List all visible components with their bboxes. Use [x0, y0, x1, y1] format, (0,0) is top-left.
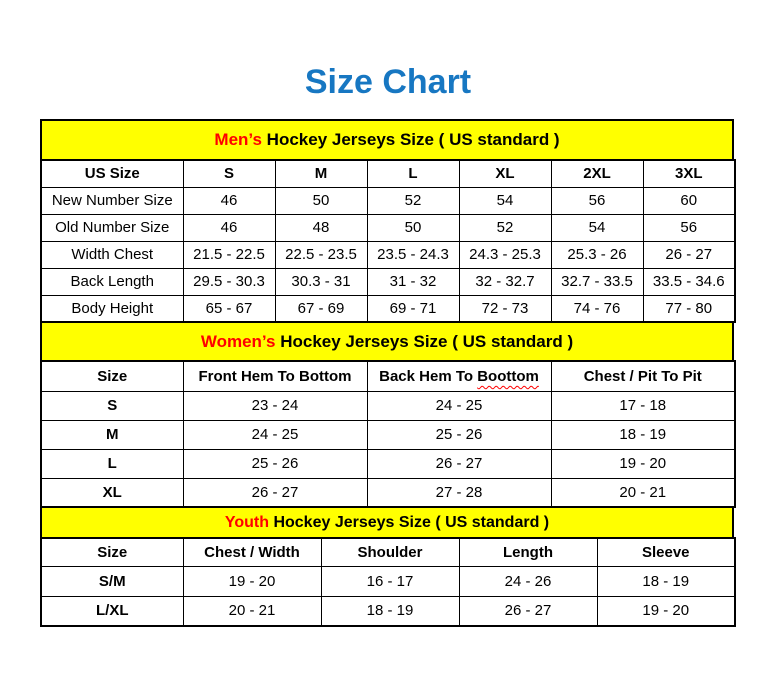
table-cell: 32.7 - 33.5 — [551, 268, 643, 295]
table-cell: 31 - 32 — [367, 268, 459, 295]
column-header: S — [183, 160, 275, 187]
row-header: XL — [41, 478, 183, 507]
table-cell: 21.5 - 22.5 — [183, 241, 275, 268]
table-cell: 24 - 25 — [183, 420, 367, 449]
table-cell: 48 — [275, 214, 367, 241]
table-cell: 30.3 - 31 — [275, 268, 367, 295]
row-header: S/M — [41, 566, 183, 596]
table-row — [41, 420, 735, 449]
table-cell: 46 — [183, 187, 275, 214]
size-table — [40, 537, 736, 627]
table-row — [41, 268, 735, 295]
table-cell: 65 - 67 — [183, 295, 275, 322]
table-cell: 69 - 71 — [367, 295, 459, 322]
table-cell: 50 — [367, 214, 459, 241]
table-cell: 50 — [275, 187, 367, 214]
column-header: Size — [41, 361, 183, 391]
size-section-womens — [40, 323, 734, 508]
table-row — [41, 449, 735, 478]
table-cell: 26 - 27 — [183, 478, 367, 507]
table-cell: 56 — [643, 214, 735, 241]
row-header: Old Number Size — [41, 214, 183, 241]
table-cell: 18 - 19 — [321, 596, 459, 626]
row-header: S — [41, 391, 183, 420]
table-cell: 26 - 27 — [367, 449, 551, 478]
table-row — [41, 241, 735, 268]
table-cell: 77 - 80 — [643, 295, 735, 322]
size-section-youth — [40, 508, 734, 627]
row-header: Body Height — [41, 295, 183, 322]
column-header: Size — [41, 538, 183, 566]
table-row — [41, 478, 735, 507]
table-cell: 20 - 21 — [551, 478, 735, 507]
table-cell: 26 - 27 — [459, 596, 597, 626]
table-cell: 60 — [643, 187, 735, 214]
table-row — [41, 295, 735, 322]
table-row — [41, 187, 735, 214]
size-table — [40, 360, 736, 508]
column-header: Sleeve — [597, 538, 735, 566]
table-row — [41, 214, 735, 241]
row-header: New Number Size — [41, 187, 183, 214]
page-title: Size Chart — [304, 63, 472, 101]
table-row — [41, 596, 735, 626]
table-cell: 23 - 24 — [183, 391, 367, 420]
section-heading-highlight: Women’s — [200, 331, 276, 351]
table-cell: 33.5 - 34.6 — [643, 268, 735, 295]
table-cell: 54 — [551, 214, 643, 241]
sections-container — [40, 119, 734, 627]
table-cell: 16 - 17 — [321, 566, 459, 596]
table-cell: 54 — [459, 187, 551, 214]
size-section-mens — [40, 119, 734, 323]
table-cell: 32 - 32.7 — [459, 268, 551, 295]
table-cell: 72 - 73 — [459, 295, 551, 322]
section-heading-text: Hockey Jerseys Size ( US standard ) — [261, 130, 560, 149]
section-heading-text: Hockey Jerseys Size ( US standard ) — [269, 513, 550, 531]
table-cell: 46 — [183, 214, 275, 241]
misspelled-word: Boottom — [477, 367, 539, 385]
table-cell: 19 - 20 — [183, 566, 321, 596]
section-heading-highlight: Men’s — [214, 130, 262, 149]
header-row — [41, 538, 735, 566]
size-table — [40, 159, 736, 323]
table-cell: 25 - 26 — [367, 420, 551, 449]
row-header: M — [41, 420, 183, 449]
row-header: Back Length — [41, 268, 183, 295]
table-cell: 52 — [459, 214, 551, 241]
table-cell: 29.5 - 30.3 — [183, 268, 275, 295]
table-row — [41, 566, 735, 596]
table-row — [41, 391, 735, 420]
table-cell: 19 - 20 — [551, 449, 735, 478]
size-chart-document — [0, 119, 776, 627]
section-heading-text: Hockey Jerseys Size ( US standard ) — [275, 331, 574, 351]
table-cell: 27 - 28 — [367, 478, 551, 507]
table-cell: 20 - 21 — [183, 596, 321, 626]
row-header: Width Chest — [41, 241, 183, 268]
column-header: Chest / Width — [183, 538, 321, 566]
table-cell: 24 - 25 — [367, 391, 551, 420]
table-cell: 74 - 76 — [551, 295, 643, 322]
table-cell: 52 — [367, 187, 459, 214]
table-cell: 56 — [551, 187, 643, 214]
column-header: Shoulder — [321, 538, 459, 566]
section-banner — [40, 508, 734, 537]
column-header: 2XL — [551, 160, 643, 187]
column-header: M — [275, 160, 367, 187]
table-cell: 18 - 19 — [551, 420, 735, 449]
table-cell: 25 - 26 — [183, 449, 367, 478]
table-cell: 18 - 19 — [597, 566, 735, 596]
table-cell: 22.5 - 23.5 — [275, 241, 367, 268]
column-header: Length — [459, 538, 597, 566]
column-header: L — [367, 160, 459, 187]
table-cell: 67 - 69 — [275, 295, 367, 322]
column-header: Chest / Pit To Pit — [551, 361, 735, 391]
row-header: L — [41, 449, 183, 478]
column-header: Back Hem To Boottom — [367, 361, 551, 391]
section-banner — [40, 119, 734, 159]
table-cell: 24.3 - 25.3 — [459, 241, 551, 268]
table-cell: 25.3 - 26 — [551, 241, 643, 268]
table-cell: 24 - 26 — [459, 566, 597, 596]
row-header: L/XL — [41, 596, 183, 626]
table-cell: 26 - 27 — [643, 241, 735, 268]
section-banner — [40, 323, 734, 360]
column-header: US Size — [41, 160, 183, 187]
column-header: XL — [459, 160, 551, 187]
header-row — [41, 160, 735, 187]
table-cell: 17 - 18 — [551, 391, 735, 420]
table-cell: 23.5 - 24.3 — [367, 241, 459, 268]
header-row — [41, 361, 735, 391]
table-cell: 19 - 20 — [597, 596, 735, 626]
section-heading-highlight: Youth — [224, 513, 269, 531]
column-header: Front Hem To Bottom — [183, 361, 367, 391]
column-header: 3XL — [643, 160, 735, 187]
